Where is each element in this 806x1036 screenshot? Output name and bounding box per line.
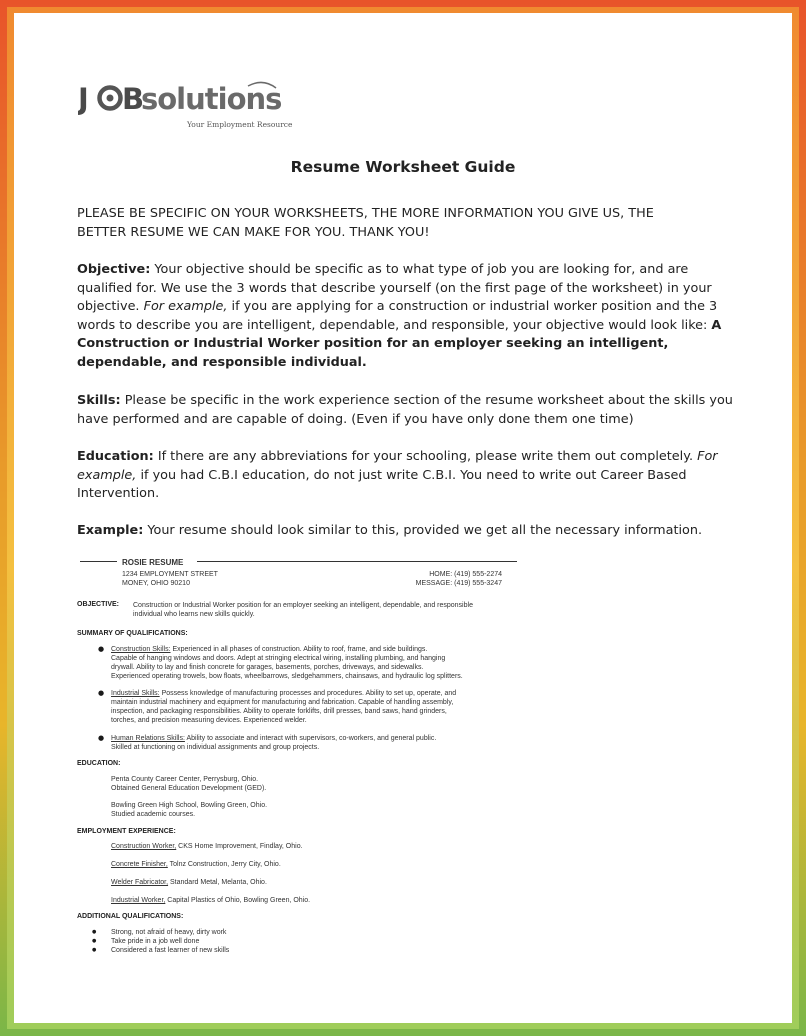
example-paragraph: Example: Your resume should look similar to this, provided we get all the necessary information. (77, 523, 703, 538)
intro-paragraph: PLEASE BE SPECIFIC ON YOUR WORKSHEETS, THE MORE INFORMATION YOU GIVE US, THE BETTER RESUME WE CAN MAKE FOR YOU. THANK YOU! (77, 206, 654, 240)
bullet-icon: ● (92, 929, 97, 935)
resume-additional-label: ADDITIONAL QUALIFICATIONS: (77, 913, 184, 920)
page-title: Resume Worksheet Guide (290, 158, 516, 176)
bullet-icon: ● (98, 689, 105, 697)
bullet-icon: ● (98, 645, 105, 653)
resume-additional-item: Take pride in a job well done (111, 938, 200, 945)
resume-education-item: Penta County Career Center, Perrysburg, Ohio. Obtained General Education Development (GED). (111, 776, 267, 792)
skills-paragraph: Skills: Please be specific in the work experience section of the resume worksheet about the skills you have performed and are capable of doing. (Even if you have only done them one time) (77, 393, 733, 427)
resume-employment-item: Welder Fabricator, Standard Metal, Melanta, Ohio. (111, 879, 267, 886)
resume-qualification-construction: Construction Skills: Experienced in all phases of construction. Ability to roof, frame, and side buildings. Capable of hanging windows and doors. Adept at stringing electrical wiring, installing plumbing, and hanging drywall. Ability to lay and finish concrete for garages, basements, porches, driveways, and sidewalks. Experienced operating trowels, bow floats, wheelbarrows, sledgehammers, chainsaws, and hydraulic log splitters. (111, 646, 463, 680)
resume-education-item: Bowling Green High School, Bowling Green, Ohio. Studied academic courses. (111, 802, 268, 818)
bullet-icon: ● (98, 734, 105, 742)
education-label: Education: (77, 449, 154, 464)
resume-employment-item: Concrete Finisher, Tolnz Construction, Jerry City, Ohio. (111, 861, 281, 868)
resume-rule-right (197, 561, 517, 562)
resume-objective-label: OBJECTIVE: (77, 601, 120, 608)
resume-qualification-human-relations: Human Relations Skills: Ability to associate and interact with supervisors, co-workers, and general public. Skilled at functioning on individual assignments and group projects. (111, 735, 437, 751)
resume-employment-item: Industrial Worker, Capital Plastics of Ohio, Bowling Green, Ohio. (111, 897, 311, 904)
resume-message-phone: MESSAGE: (419) 555-3247 (415, 580, 502, 587)
objective-label: Objective: (77, 262, 151, 277)
svg-text:B: B (122, 82, 145, 116)
objective-example: A Construction or Industrial Worker position for an employer seeking an intelligent, dependable, and responsible individual. (77, 317, 722, 370)
skills-label: Skills: (77, 393, 121, 408)
resume-rule-left (80, 561, 117, 562)
resume-city: MONEY, OHIO 90210 (122, 580, 190, 587)
bullet-icon: ● (92, 947, 97, 953)
resume-qualification-industrial: Industrial Skills: Possess knowledge of manufacturing processes and procedures. Ability to set up, operate, and maintain industrial machinery and equipment for manufacturing and fabrication. Capable of handling assembly, inspection, and packaging responsibilities. Ability to operate forklifts, drill presses, band saws, hand grinders, torches, and precision measuring devices. Experienced welder. (111, 690, 457, 724)
resume-additional-item: Considered a fast learner of new skills (111, 947, 230, 954)
education-paragraph: Education: If there are any abbreviations for your schooling, please write them out completely. For example, if you had C.B.I education, do not just write C.B.I. You need to write out Career Based Intervention. (77, 449, 718, 502)
resume-summary-label: SUMMARY OF QUALIFICATIONS: (77, 630, 188, 637)
resume-employment-label: EMPLOYMENT EXPERIENCE: (77, 828, 176, 835)
resume-name: ROSIE RESUME (122, 558, 184, 567)
resume-objective-text: Construction or Industrial Worker position for an employer seeking an intelligent, dependable, and responsible individual who learns new skills quickly. (133, 602, 473, 618)
svg-text:solutions: solutions (141, 82, 282, 116)
logo-graphic (78, 80, 308, 120)
resume-street: 1234 EMPLOYMENT STREET (122, 571, 218, 578)
resume-additional-item: Strong, not afraid of heavy, dirty work (111, 929, 227, 936)
logo-tagline: Your Employment Resource (187, 120, 293, 129)
example-label: Example: (77, 523, 144, 538)
logo-job-text: J (78, 82, 89, 116)
objective-paragraph: Objective: Your objective should be specific as to what type of job you are looking for, and are qualified for. We use the 3 words that describe yourself (on the first page of the worksheet) in your objective. For example, if you are applying for a construction or industrial worker position and the 3 words to describe you are intelligent, dependable, and responsible, your objective would look like: A Construction or Industrial Worker position for an employer seeking an intelligent, dependable, and responsible individual. (77, 262, 722, 370)
resume-home-phone: HOME: (419) 555-2274 (429, 571, 502, 578)
resume-education-label: EDUCATION: (77, 760, 121, 767)
bullet-icon: ● (92, 938, 97, 944)
resume-employment-item: Construction Worker, CKS Home Improvement, Findlay, Ohio. (111, 843, 303, 850)
